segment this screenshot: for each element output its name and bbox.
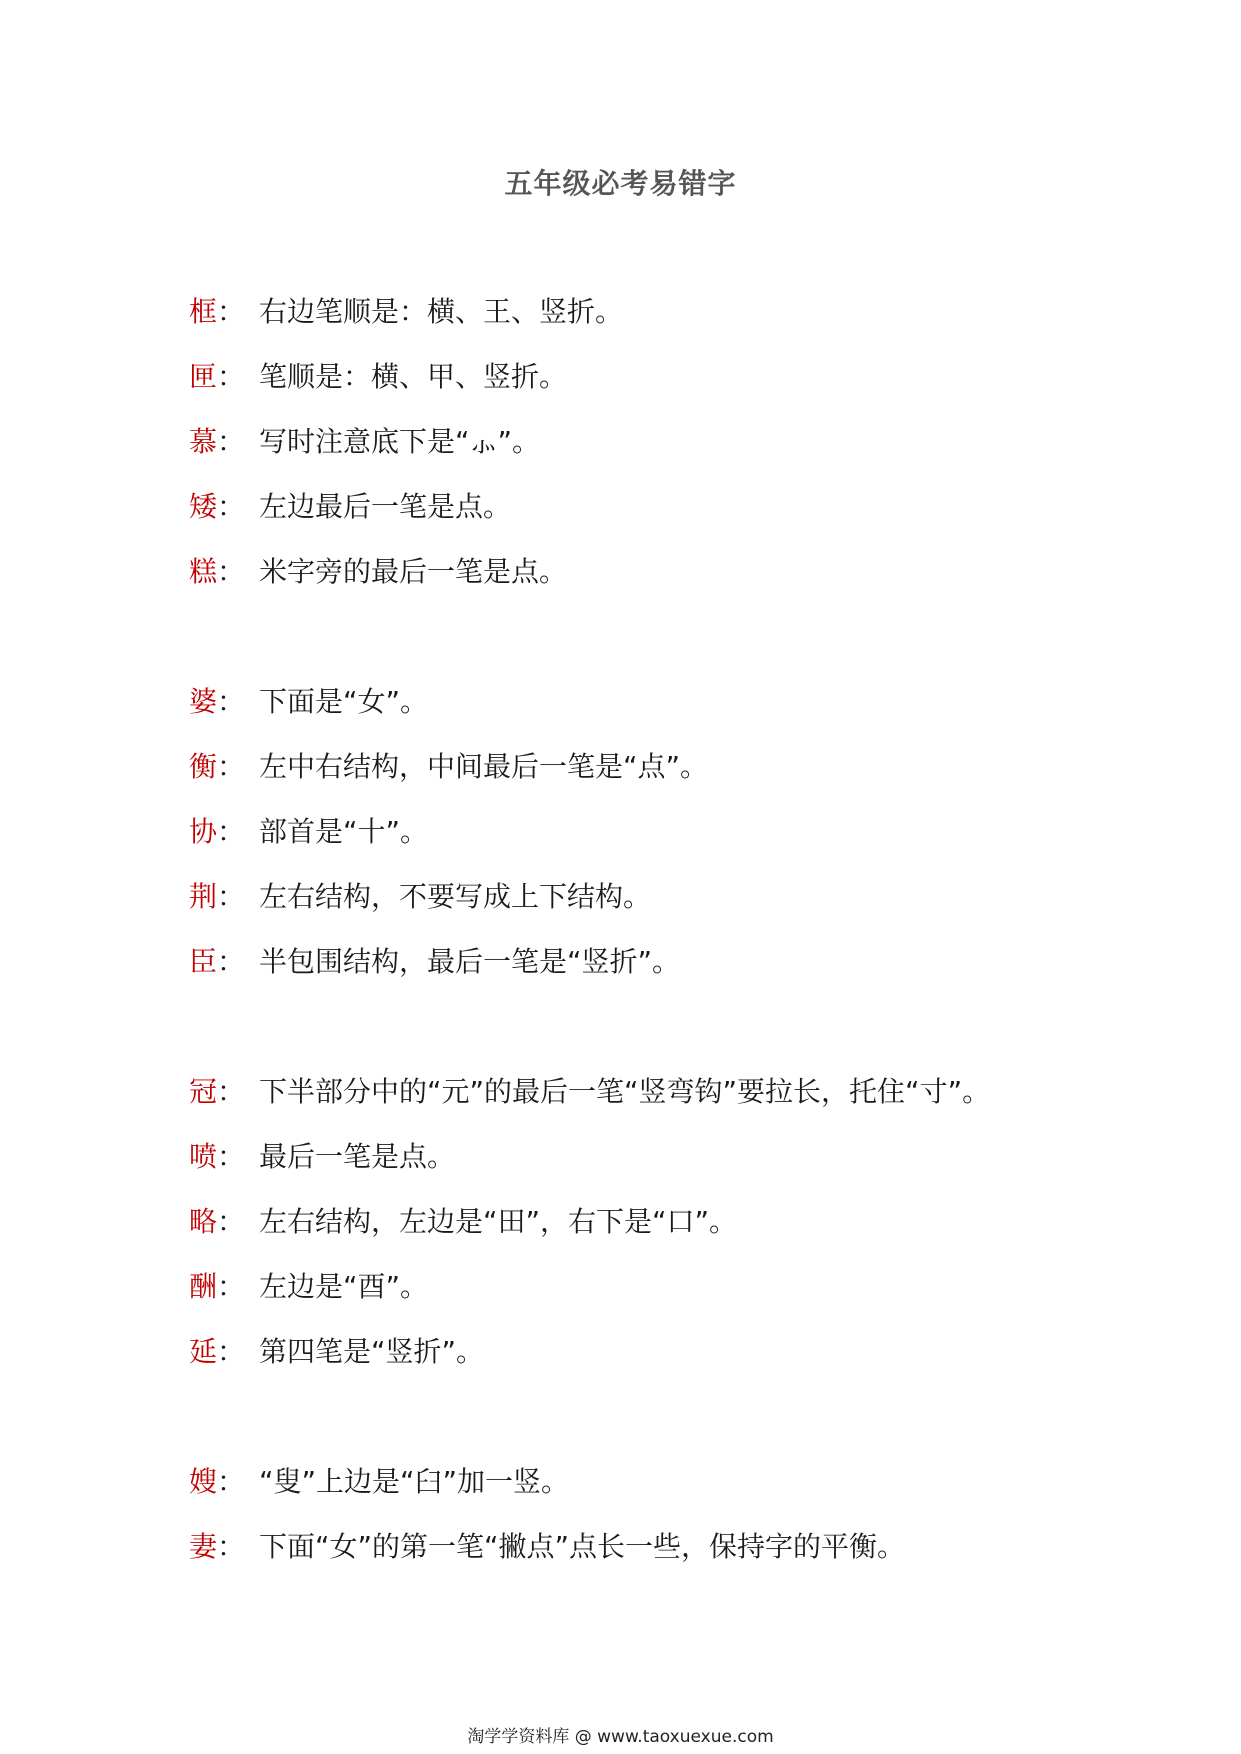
entry-colon: ： [217,880,246,913]
entry-char: 延 [189,1335,218,1368]
entry-item [189,1529,905,1565]
entry-colon: ： [217,1530,246,1563]
entry-char: 慕 [189,425,218,458]
entry-char: 矮 [189,490,218,523]
entry-char: 略 [189,1205,218,1238]
entry-item [189,749,708,785]
entry-char: 冠 [189,1075,218,1108]
entry-note: 部首是“十”。 [259,815,429,848]
entry-colon: ： [217,360,246,393]
footer-watermark: 淘学学资料库 @ www.taoxuexue.com [467,1727,774,1747]
entry-item [189,1204,737,1240]
entry-note: 笔顺是：横、甲、竖折。 [259,360,568,393]
entry-colon: ： [217,425,246,458]
entry-colon: ： [217,1140,246,1173]
entry-note: 下半部分中的“元”的最后一笔“竖弯钩”要拉长，托住“寸”。 [259,1075,991,1108]
entry-item [189,359,567,395]
entry-char: 框 [189,295,218,328]
entry-char: 嫂 [189,1465,218,1498]
entry-item [189,684,428,720]
entry-item [189,1074,990,1110]
entry-note: 左右结构，不要写成上下结构。 [259,880,652,913]
entry-colon: ： [217,1335,246,1368]
entry-char: 喷 [189,1140,218,1173]
entry-char: 酬 [189,1270,218,1303]
entry-note: “叟”上边是“臼”加一竖。 [259,1465,570,1498]
entry-colon: ： [217,750,246,783]
entry-note: 写时注意底下是“⺗”。 [259,425,541,458]
entry-item [189,879,651,915]
entry-note: 半包围结构，最后一笔是“竖折”。 [259,945,681,978]
entry-char: 衡 [189,750,218,783]
entry-note: 下面“女”的第一笔“撇点”点长一些，保持字的平衡。 [259,1530,906,1563]
entry-note: 左边是“酉”。 [259,1270,429,1303]
entry-colon: ： [217,1205,246,1238]
entry-note: 米字旁的最后一笔是点。 [259,555,568,588]
entry-colon: ： [217,295,246,328]
entry-item [189,424,540,460]
entry-char: 匣 [189,360,218,393]
entry-item [189,1334,484,1370]
page-title: 五年级必考易错字 [504,167,737,200]
entry-item [189,1269,428,1305]
entry-colon: ： [217,555,246,588]
entry-colon: ： [217,490,246,523]
entry-note: 左右结构，左边是“田”，右下是“口”。 [259,1205,738,1238]
entry-item [189,814,428,850]
entry-colon: ： [217,945,246,978]
entry-note: 左边最后一笔是点。 [259,490,512,523]
entry-item [189,944,680,980]
entry-note: 最后一笔是点。 [259,1140,456,1173]
entry-char: 妻 [189,1530,218,1563]
entry-char: 臣 [189,945,218,978]
entry-item [189,489,511,525]
entry-char: 协 [189,815,218,848]
entry-item [189,1464,569,1500]
entry-char: 荆 [189,880,218,913]
entry-colon: ： [217,815,246,848]
entry-char: 婆 [189,685,218,718]
entry-note: 第四笔是“竖折”。 [259,1335,485,1368]
entry-colon: ： [217,685,246,718]
entry-char: 糕 [189,555,218,588]
entry-item [189,294,623,330]
entry-item [189,1139,455,1175]
entry-note: 左中右结构，中间最后一笔是“点”。 [259,750,709,783]
entry-colon: ： [217,1075,246,1108]
entry-colon: ： [217,1465,246,1498]
entry-note: 下面是“女”。 [259,685,429,718]
entry-colon: ： [217,1270,246,1303]
entry-note: 右边笔顺是：横、王、竖折。 [259,295,624,328]
entry-item [189,554,567,590]
